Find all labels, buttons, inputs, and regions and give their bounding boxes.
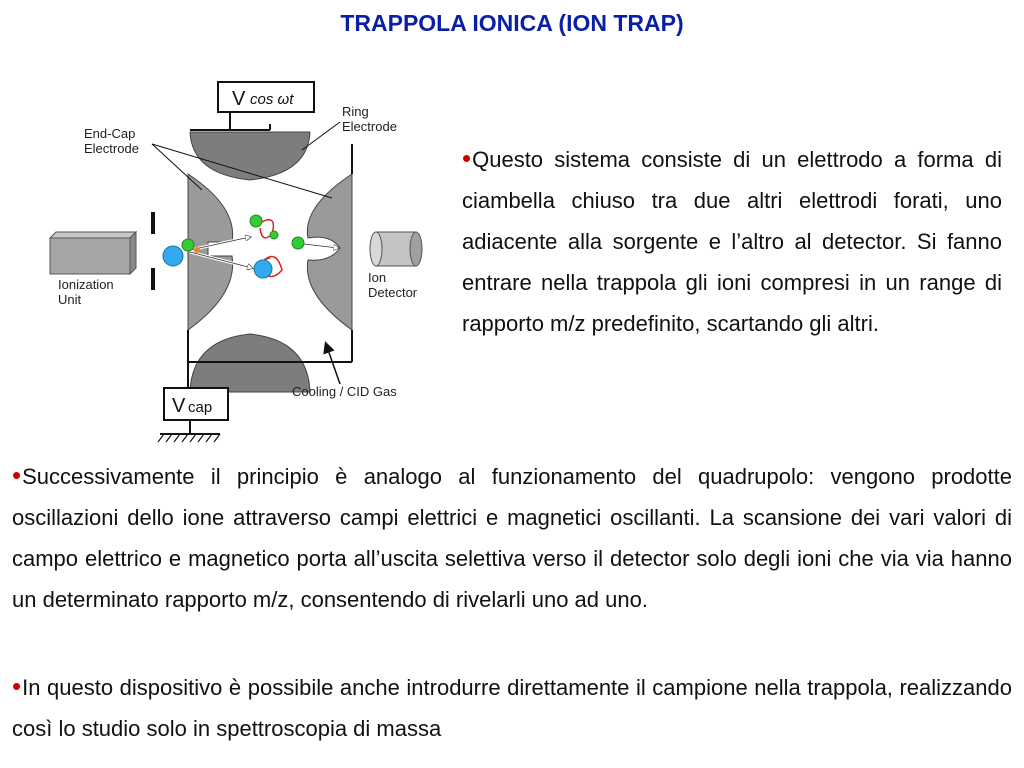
- paragraph-text: In questo dispositivo è possibile anche introdurre direttamente il campione nella trappola, realizzando così lo studio solo in spettroscopia di massa: [12, 675, 1012, 741]
- svg-text:cos ωt: cos ωt: [250, 91, 294, 108]
- rf-voltage-box: [218, 82, 314, 112]
- page-title: TRAPPOLA IONICA (ION TRAP): [340, 10, 684, 36]
- svg-text:Electrode: Electrode: [84, 141, 139, 156]
- cap-voltage-box: [164, 388, 228, 420]
- paragraph-text: Successivamente il principio è analogo al funzionamento del quadrupolo: vengono prodotte oscillazioni dello ione attraverso campi elettrici e magnetici oscillanti. La scansione dei vari valori di campo elettrico e magnetico porta all’uscita selettiva verso il detector solo degli ioni che via via hanno un determinato rapporto m/z, consentendo di rivelarli uno ad uno.: [12, 464, 1012, 612]
- paragraph-text: Questo sistema consiste di un elettrodo a forma di ciambella chiuso tra due altri elettrodi forati, uno adiacente alla sorgente e l’altro al detector. Si fanno entrare nella trappola gli ioni compresi in un range di rapporto m/z predefinito, scartando gli altri.: [462, 147, 1002, 336]
- bullet-icon: •: [12, 460, 22, 490]
- svg-text:V: V: [172, 395, 186, 417]
- ion-trap-diagram: [40, 72, 440, 452]
- cooling-gas-label: [292, 344, 397, 399]
- description-paragraph-1: [462, 138, 1002, 344]
- ring-electrode-label: [302, 104, 397, 150]
- ion-detector: [368, 232, 422, 300]
- svg-text:V: V: [232, 88, 246, 110]
- svg-text:Unit: Unit: [58, 292, 82, 307]
- svg-text:Ionization: Ionization: [58, 277, 114, 292]
- svg-text:Detector: Detector: [368, 285, 418, 300]
- description-paragraph-3: [12, 666, 1012, 749]
- bullet-icon: •: [12, 671, 22, 701]
- svg-text:Electrode: Electrode: [342, 119, 397, 134]
- svg-text:End-Cap: End-Cap: [84, 126, 136, 141]
- svg-text:Ion: Ion: [368, 270, 387, 285]
- svg-text:Ring: Ring: [342, 104, 369, 119]
- ring-electrode-top: [190, 132, 310, 180]
- svg-text:Cooling / CID Gas: Cooling / CID Gas: [292, 384, 397, 399]
- ionization-unit: [50, 232, 136, 307]
- ground-symbol: [158, 434, 220, 442]
- bullet-icon: •: [462, 143, 472, 173]
- description-paragraph-2: [12, 455, 1012, 620]
- svg-text:cap: cap: [188, 399, 213, 416]
